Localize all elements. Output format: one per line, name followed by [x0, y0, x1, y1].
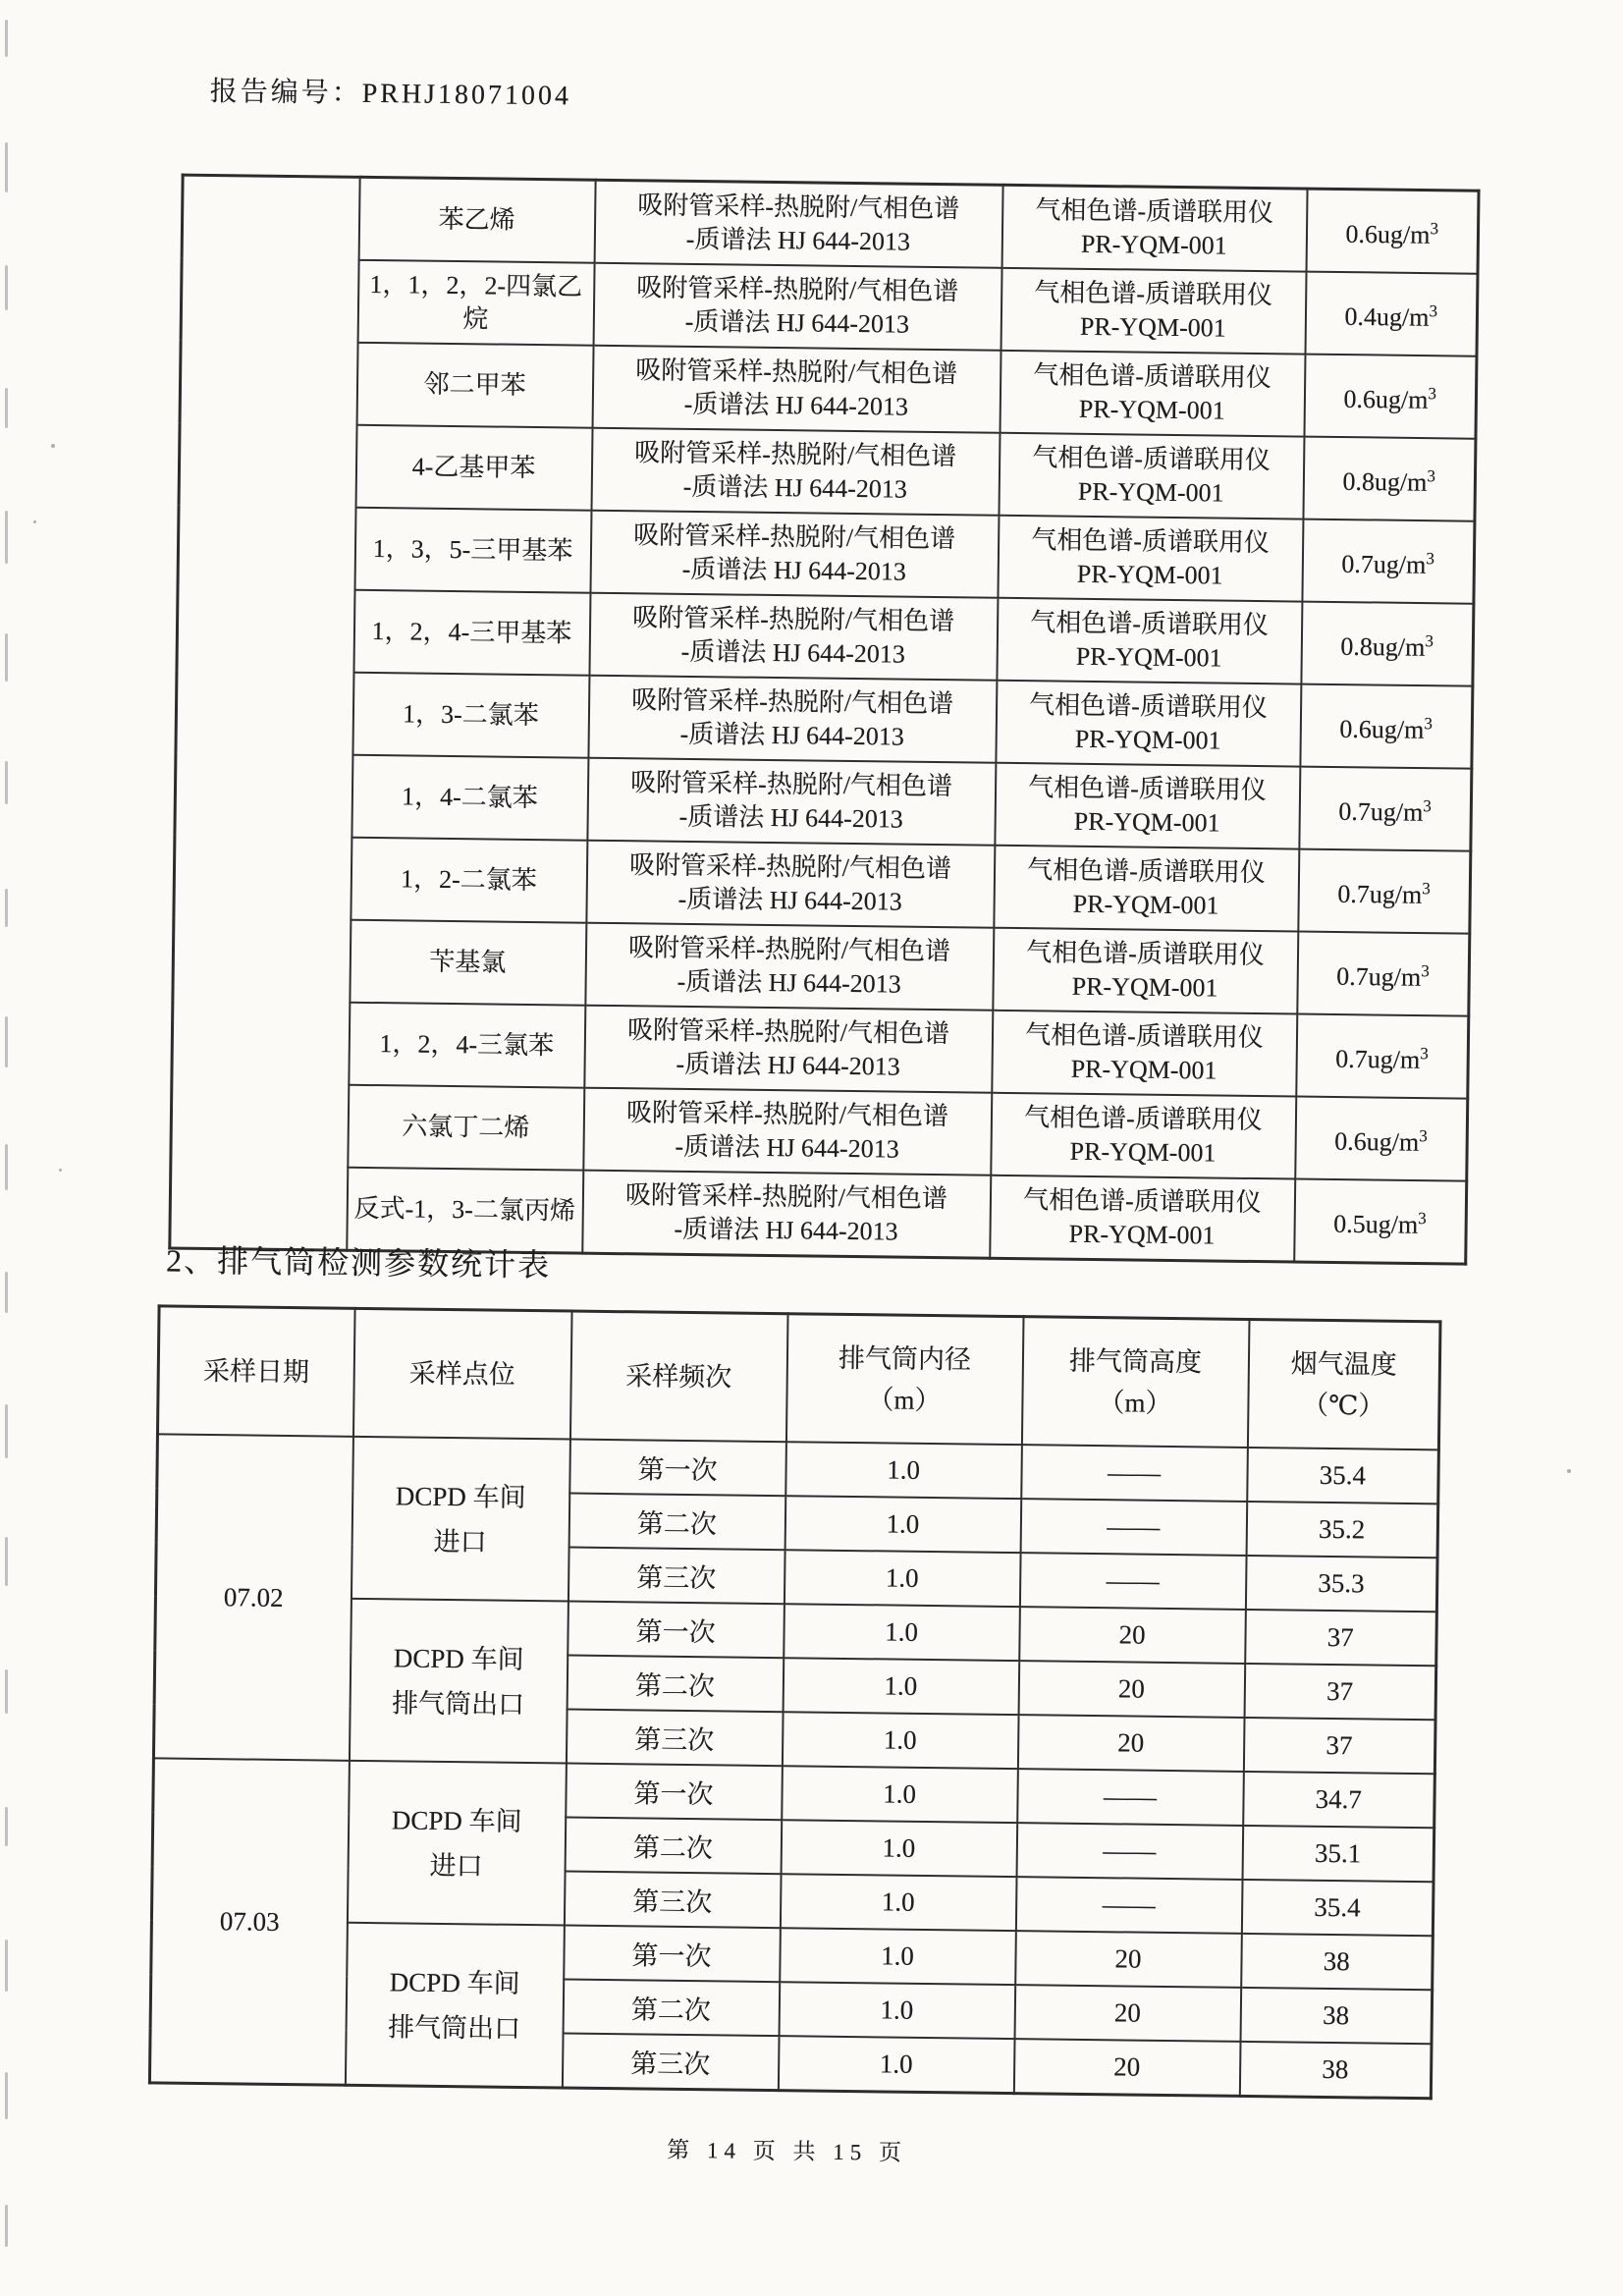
instrument-cell	[991, 1093, 1296, 1179]
text-line: -质谱法 HJ 644-2013	[678, 801, 903, 834]
scan-artifact	[59, 1169, 62, 1172]
analysis-method-table	[168, 174, 1480, 1266]
frequency-cell: 第三次	[562, 2033, 779, 2090]
detection-limit-cell	[1298, 849, 1471, 934]
method-cell	[586, 841, 995, 928]
scan-artifact	[1567, 1469, 1571, 1473]
chemical-name-cell: 1，3，5-三甲基苯	[354, 508, 591, 593]
method-cell	[587, 758, 996, 846]
method-cell	[591, 428, 1000, 516]
flue-temp-cell: 37	[1244, 1664, 1436, 1720]
scan-artifact	[5, 1807, 8, 1846]
text-line: 烟气温度	[1290, 1348, 1397, 1380]
text-line: PR-YQM-001	[1077, 476, 1224, 508]
sample-date-cell: 07.02	[153, 1434, 352, 1760]
sample-point-cell: DCPD 车间 进口	[351, 1437, 569, 1602]
scan-artifact	[5, 265, 8, 310]
stack-height-cell: ——	[1021, 1445, 1248, 1502]
instrument-cell	[996, 681, 1301, 767]
text-line: PR-YQM-001	[1075, 641, 1222, 673]
scan-artifact	[51, 444, 55, 448]
text-line: （℃）	[1301, 1390, 1385, 1421]
method-cell	[582, 1171, 991, 1259]
stack-height-cell: ——	[1020, 1499, 1247, 1556]
stack-parameter-table	[148, 1304, 1442, 2100]
limit-unit-exponent: 3	[1427, 465, 1436, 485]
text-line: -质谱法 HJ 644-2013	[682, 471, 908, 504]
stack-height-cell: 20	[1013, 2039, 1240, 2096]
scan-artifact	[5, 1404, 8, 1458]
limit-unit-exponent: 3	[1426, 548, 1435, 568]
limit-unit: ug/m	[1371, 714, 1425, 744]
detection-limit-cell	[1294, 1179, 1467, 1265]
table-row	[175, 753, 1472, 851]
scan-artifact	[5, 1144, 8, 1190]
instrument-cell	[1001, 185, 1307, 271]
detection-limit-cell	[1302, 519, 1475, 604]
detection-limit-cell	[1296, 1014, 1469, 1099]
column-header	[785, 1314, 1023, 1445]
text-line: 吸附管采样-热脱附/气相色谱	[626, 1015, 950, 1049]
text-line: -质谱法 HJ 644-2013	[681, 554, 907, 586]
limit-value: 0.7	[1338, 796, 1372, 826]
text-line: PR-YQM-001	[1072, 889, 1219, 920]
frequency-cell: 第一次	[564, 1925, 781, 1982]
limit-unit: ug/m	[1372, 631, 1426, 662]
method-cell	[589, 593, 998, 681]
limit-value: 0.8	[1342, 466, 1376, 496]
text-line: -质谱法 HJ 644-2013	[677, 884, 902, 916]
limit-unit-exponent: 3	[1420, 1043, 1429, 1063]
limit-unit: ug/m	[1377, 219, 1431, 249]
text-line: 气相色谱-质谱联用仪	[1026, 938, 1266, 970]
text-line: 气相色谱-质谱联用仪	[1029, 690, 1269, 723]
flue-temp-cell: 35.4	[1247, 1448, 1439, 1503]
limit-unit: ug/m	[1373, 549, 1427, 579]
flue-temp-cell: 37	[1243, 1718, 1435, 1774]
flue-temp-cell: 34.7	[1243, 1772, 1435, 1828]
flue-temp-cell: 35.2	[1246, 1502, 1438, 1558]
method-cell	[594, 180, 1002, 268]
diameter-cell: 1.0	[784, 1496, 1021, 1553]
limit-unit-exponent: 3	[1429, 301, 1438, 320]
chemical-name-cell: 1，2，4-三氯苯	[349, 1003, 585, 1088]
text-line: PR-YQM-001	[1068, 1219, 1216, 1250]
limit-value: 0.6	[1339, 714, 1373, 743]
flue-temp-cell: 37	[1245, 1610, 1437, 1666]
diameter-cell: 1.0	[782, 1766, 1018, 1823]
method-cell	[590, 511, 999, 598]
chemical-name-cell: 1，3-二氯苯	[352, 673, 589, 758]
chemical-name-cell: 1，2-二氯苯	[351, 838, 587, 923]
diameter-cell: 1.0	[780, 1874, 1016, 1931]
limit-value: 0.6	[1343, 384, 1377, 413]
limit-value: 0.7	[1336, 961, 1369, 991]
limit-unit-exponent: 3	[1430, 218, 1439, 238]
text-line: PR-YQM-001	[1080, 229, 1227, 260]
scan-artifact	[5, 511, 8, 564]
stack-height-cell: 20	[1014, 1985, 1241, 2042]
frequency-cell: 第二次	[567, 1656, 784, 1713]
column-header	[569, 1311, 787, 1442]
text-line: 气相色谱-质谱联用仪	[1030, 608, 1270, 640]
text-line: PR-YQM-001	[1078, 394, 1225, 425]
table-row	[172, 1001, 1469, 1099]
text-line: -质谱法 HJ 644-2013	[680, 636, 906, 669]
flue-temp-cell: 38	[1241, 1934, 1434, 1990]
chemical-name-cell: 1，1，2，2-四氯乙烷	[357, 260, 594, 346]
detection-limit-cell	[1305, 272, 1478, 356]
column-header	[1247, 1319, 1440, 1449]
stack-height-cell: ——	[1017, 1769, 1244, 1826]
column-header	[157, 1306, 354, 1437]
table-row	[173, 918, 1470, 1016]
method-cell	[593, 263, 1001, 351]
table-row	[177, 588, 1474, 686]
frequency-cell: 第二次	[568, 1494, 785, 1551]
scan-artifact	[5, 20, 8, 57]
frequency-cell: 第三次	[564, 1871, 781, 1928]
sample-point-cell: DCPD 车间 排气筒出口	[349, 1599, 568, 1764]
limit-value: 0.4	[1344, 301, 1378, 331]
limit-unit: ug/m	[1367, 1044, 1421, 1074]
detection-limit-cell	[1297, 932, 1470, 1016]
report-number: 报告编号：PRHJ18071004	[209, 76, 572, 112]
chemical-name-cell: 邻二甲苯	[356, 343, 593, 428]
limit-unit: ug/m	[1375, 384, 1429, 414]
frequency-cell: 第一次	[566, 1763, 783, 1820]
limit-value: 0.5	[1333, 1209, 1366, 1238]
table-row	[178, 506, 1475, 604]
scan-artifact	[5, 1940, 8, 1992]
section2-title: 2、排气筒检测参数统计表	[165, 1242, 552, 1284]
empty-spanner-cell	[170, 175, 359, 1250]
text-line: 气相色谱-质谱联用仪	[1033, 360, 1272, 393]
diameter-cell: 1.0	[781, 1820, 1017, 1877]
table-row	[182, 175, 1479, 274]
table-row	[179, 423, 1476, 521]
detection-limit-cell	[1295, 1097, 1468, 1181]
limit-unit-exponent: 3	[1419, 1125, 1428, 1145]
table-row	[181, 258, 1478, 356]
text-line: 吸附管采样-热脱附/气相色谱	[637, 191, 960, 224]
diameter-cell: 1.0	[785, 1442, 1022, 1499]
text-line: 吸附管采样-热脱附/气相色谱	[633, 520, 956, 554]
text-line: 采样日期	[202, 1355, 310, 1388]
text-line: -质谱法 HJ 644-2013	[676, 1049, 900, 1081]
instrument-cell	[998, 516, 1303, 602]
diameter-cell: 1.0	[784, 1604, 1020, 1661]
text-line: 吸附管采样-热脱附/气相色谱	[634, 438, 957, 471]
text-line: 排气筒内径	[838, 1342, 972, 1375]
table-header-row	[157, 1306, 1439, 1449]
text-line: -质谱法 HJ 644-2013	[674, 1214, 898, 1246]
page-footer: 第 14 页 共 15 页	[667, 2137, 908, 2165]
limit-value: 0.7	[1335, 1044, 1368, 1073]
diameter-cell: 1.0	[780, 1928, 1016, 1985]
frequency-cell: 第三次	[566, 1710, 783, 1767]
method-cell	[592, 346, 1001, 433]
frequency-cell: 第二次	[565, 1817, 782, 1874]
limit-unit: ug/m	[1369, 879, 1423, 909]
text-line: （m）	[1098, 1388, 1172, 1419]
diameter-cell: 1.0	[784, 1550, 1020, 1607]
chemical-name-cell: 1，4-二氯苯	[352, 755, 588, 841]
text-line: 气相色谱-质谱联用仪	[1031, 525, 1271, 558]
instrument-cell	[995, 763, 1300, 849]
instrument-cell	[993, 928, 1298, 1014]
text-line: 排气筒高度	[1068, 1345, 1203, 1378]
limit-unit: ug/m	[1370, 796, 1424, 827]
frequency-cell: 第三次	[568, 1548, 784, 1605]
scan-artifact	[5, 1016, 8, 1067]
limit-unit-exponent: 3	[1421, 960, 1430, 980]
chemical-name-cell: 六氯丁二烯	[348, 1085, 584, 1171]
limit-unit-exponent: 3	[1428, 383, 1437, 403]
scan-artifact	[5, 1537, 8, 1586]
instrument-cell	[1000, 351, 1305, 437]
text-line: 吸附管采样-热脱附/气相色谱	[631, 685, 954, 719]
text-line: -质谱法 HJ 644-2013	[684, 306, 910, 339]
text-line: 吸附管采样-热脱附/气相色谱	[624, 1180, 948, 1214]
text-line: PR-YQM-001	[1070, 1054, 1217, 1085]
instrument-cell	[1001, 268, 1306, 355]
diameter-cell: 1.0	[783, 1658, 1019, 1715]
text-line: 吸附管采样-热脱附/气相色谱	[628, 850, 952, 884]
text-line: PR-YQM-001	[1079, 311, 1226, 343]
text-line: 吸附管采样-热脱附/气相色谱	[625, 1098, 949, 1131]
diameter-cell: 1.0	[779, 1982, 1015, 2039]
text-line: 气相色谱-质谱联用仪	[1028, 773, 1268, 805]
stack-height-cell: 20	[1018, 1661, 1245, 1718]
text-line: PR-YQM-001	[1073, 806, 1220, 838]
chemical-name-cell: 4-乙基甲苯	[355, 425, 592, 511]
scan-artifact	[5, 1669, 8, 1714]
text-line: （m）	[867, 1385, 942, 1416]
limit-unit: ug/m	[1365, 1209, 1419, 1239]
text-line: PR-YQM-001	[1069, 1136, 1217, 1168]
instrument-cell	[992, 1011, 1297, 1097]
text-line: 气相色谱-质谱联用仪	[1035, 195, 1274, 228]
text-line: -质谱法 HJ 644-2013	[685, 224, 911, 256]
diameter-cell: 1.0	[782, 1712, 1018, 1769]
text-line: PR-YQM-001	[1074, 724, 1221, 755]
chemical-name-cell: 1，2，4-三甲基苯	[353, 590, 590, 676]
instrument-cell	[997, 598, 1302, 684]
table-row	[171, 1083, 1468, 1181]
instrument-cell	[994, 846, 1299, 932]
text-line: 气相色谱-质谱联用仪	[1024, 1020, 1265, 1053]
text-line: 吸附管采样-热脱附/气相色谱	[635, 355, 958, 389]
chemical-name-cell: 反式-1，3-二氯丙烯	[347, 1168, 583, 1253]
sample-point-cell: DCPD 车间 排气筒出口	[345, 1923, 564, 2088]
flue-temp-cell: 38	[1240, 1988, 1433, 2044]
limit-unit-exponent: 3	[1424, 713, 1434, 733]
scan-artifact	[5, 388, 8, 428]
chemical-name-cell: 苄基氯	[350, 920, 586, 1006]
detection-limit-cell	[1300, 684, 1473, 769]
instrument-cell	[990, 1175, 1295, 1262]
limit-value: 0.7	[1341, 549, 1375, 578]
detection-limit-cell	[1304, 355, 1477, 439]
scan-artifact	[5, 761, 8, 804]
limit-unit: ug/m	[1374, 466, 1428, 497]
limit-value: 0.8	[1340, 631, 1374, 661]
text-line: -质谱法 HJ 644-2013	[675, 1131, 899, 1164]
scan-artifact	[5, 2205, 8, 2247]
text-line: 气相色谱-质谱联用仪	[1027, 855, 1267, 888]
limit-unit-exponent: 3	[1423, 795, 1432, 815]
scan-artifact	[5, 633, 8, 682]
scan-artifact	[5, 889, 8, 927]
limit-value: 0.6	[1345, 219, 1379, 248]
text-line: -质谱法 HJ 644-2013	[679, 719, 905, 751]
method-cell	[588, 676, 997, 763]
text-line: 吸附管采样-热脱附/气相色谱	[632, 603, 955, 636]
column-header	[1021, 1317, 1249, 1448]
detection-limit-cell	[1301, 602, 1474, 686]
method-cell	[585, 923, 994, 1011]
flue-temp-cell: 35.1	[1242, 1826, 1434, 1882]
text-line: 吸附管采样-热脱附/气相色谱	[636, 273, 959, 306]
table-row	[180, 341, 1477, 439]
frequency-cell: 第二次	[563, 1979, 780, 2036]
stack-height-cell: 20	[1015, 1931, 1242, 1988]
text-line: 采样频次	[625, 1361, 732, 1393]
scan-artifact	[5, 142, 8, 192]
stack-height-cell: ——	[1016, 1823, 1243, 1880]
table-row	[174, 836, 1471, 934]
method-cell	[584, 1006, 993, 1093]
detection-limit-cell	[1303, 437, 1476, 521]
text-line: 气相色谱-质谱联用仪	[1034, 278, 1273, 310]
chemical-name-cell: 苯乙烯	[358, 177, 595, 262]
text-line: PR-YQM-001	[1076, 559, 1223, 590]
frequency-cell: 第一次	[568, 1602, 784, 1659]
limit-unit: ug/m	[1368, 961, 1422, 992]
limit-value: 0.7	[1337, 879, 1370, 908]
flue-temp-cell: 35.3	[1245, 1556, 1437, 1612]
text-line: 采样点位	[408, 1358, 515, 1390]
scan-artifact	[33, 520, 36, 523]
text-line: 气相色谱-质谱联用仪	[1023, 1103, 1263, 1135]
frequency-cell: 第一次	[569, 1440, 786, 1497]
sample-point-cell: DCPD 车间 进口	[347, 1761, 566, 1926]
instrument-cell	[999, 433, 1304, 519]
method-cell	[583, 1088, 992, 1175]
text-line: PR-YQM-001	[1071, 971, 1218, 1003]
scan-artifact	[5, 2072, 8, 2119]
stack-height-cell: ——	[1019, 1553, 1246, 1610]
table-row	[176, 671, 1473, 769]
limit-unit-exponent: 3	[1422, 878, 1431, 898]
scan-artifact	[5, 1272, 8, 1313]
text-line: 气相色谱-质谱联用仪	[1032, 443, 1271, 475]
stack-height-cell: ——	[1015, 1877, 1242, 1934]
flue-temp-cell: 35.4	[1241, 1880, 1434, 1936]
text-line: 气相色谱-质谱联用仪	[1022, 1185, 1262, 1218]
limit-unit-exponent: 3	[1418, 1208, 1427, 1228]
detection-limit-cell	[1299, 767, 1472, 851]
limit-unit: ug/m	[1366, 1126, 1420, 1157]
text-line: -质谱法 HJ 644-2013	[676, 966, 901, 999]
flue-temp-cell: 38	[1239, 2042, 1432, 2099]
column-header	[352, 1308, 571, 1439]
limit-value: 0.6	[1334, 1126, 1367, 1156]
limit-unit: ug/m	[1376, 301, 1430, 332]
text-line: -质谱法 HJ 644-2013	[683, 389, 909, 421]
sample-date-cell: 07.03	[149, 1758, 349, 2085]
text-line: 吸附管采样-热脱附/气相色谱	[629, 768, 953, 801]
diameter-cell: 1.0	[778, 2036, 1014, 2093]
stack-height-cell: 20	[1017, 1715, 1244, 1772]
detection-limit-cell	[1306, 189, 1479, 274]
text-line: 吸附管采样-热脱附/气相色谱	[627, 933, 951, 966]
stack-height-cell: 20	[1019, 1607, 1246, 1664]
limit-unit-exponent: 3	[1425, 630, 1434, 650]
